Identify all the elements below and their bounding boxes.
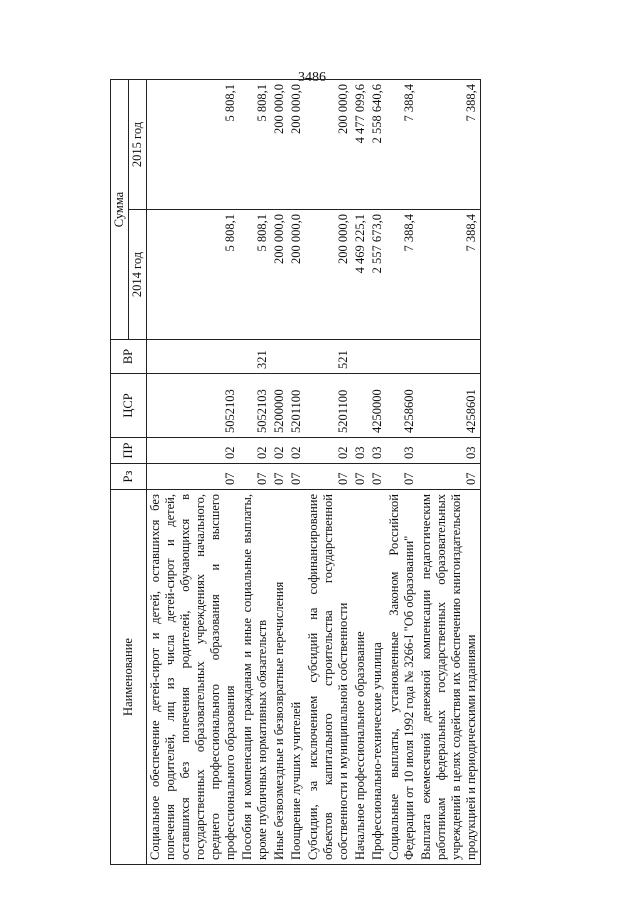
row-pr: 03: [352, 438, 369, 464]
row-pr: 02: [271, 438, 288, 464]
row-amount-2014: 7 388,4: [386, 210, 418, 340]
row-name: Пособия и компенсации гражданам и иные социальные выплаты, кроме публичных нормативных обязательств: [239, 490, 271, 865]
row-rz: 07: [418, 464, 481, 490]
row-vr: [386, 340, 418, 374]
row-rz: 07: [239, 464, 271, 490]
header-2014: 2014 год: [129, 210, 147, 340]
page-number: 3486: [298, 70, 326, 85]
row-amount-2014: 200 000,0: [305, 210, 352, 340]
table-row: [369, 80, 386, 865]
row-name: Поощрение лучших учителей: [288, 490, 305, 865]
table-row: [386, 80, 418, 865]
row-amount-2014: 5 808,1: [239, 210, 271, 340]
row-csr: 4250000: [369, 374, 386, 438]
row-amount-2015: 200 000,0: [288, 80, 305, 210]
budget-table: [110, 79, 481, 865]
row-amount-2015: 200 000,0: [305, 80, 352, 210]
row-pr: 02: [239, 438, 271, 464]
rotated-table-container: [110, 80, 615, 865]
row-amount-2015: 200 000,0: [271, 80, 288, 210]
row-vr: [147, 340, 240, 374]
row-vr: [418, 340, 481, 374]
row-name: Начальное профессиональное образование: [352, 490, 369, 865]
row-amount-2015: 5 808,1: [147, 80, 240, 210]
row-amount-2014: 2 557 673,0: [369, 210, 386, 340]
row-pr: 03: [369, 438, 386, 464]
row-vr: [271, 340, 288, 374]
row-name: Социальное обеспечение детей-сирот и детей, оставшихся без попечения родителей, лиц из числа детей-сирот и детей, оставшихся без попечения родителей, обучающихся в государственных образовательных учреждениях начального, среднего профессионального образования и высшего профессионального образования: [147, 490, 240, 865]
row-csr: 5201100: [305, 374, 352, 438]
row-rz: 07: [271, 464, 288, 490]
row-amount-2014: 7 388,4: [418, 210, 481, 340]
header-pr: ПР: [111, 438, 147, 464]
header-rz: Рз: [111, 464, 147, 490]
row-rz: 07: [305, 464, 352, 490]
header-sum: Сумма: [111, 80, 129, 340]
row-amount-2015: 2 558 640,6: [369, 80, 386, 210]
row-vr: 521: [305, 340, 352, 374]
row-pr: 02: [147, 438, 240, 464]
row-name: Иные безвозмездные и безвозвратные перечисления: [271, 490, 288, 865]
row-pr: 03: [386, 438, 418, 464]
row-pr: 02: [305, 438, 352, 464]
header-vr: ВР: [111, 340, 147, 374]
row-rz: 07: [352, 464, 369, 490]
row-amount-2015: 4 477 099,6: [352, 80, 369, 210]
row-csr: 4258600: [386, 374, 418, 438]
row-csr: 5200000: [271, 374, 288, 438]
row-amount-2014: 4 469 225,1: [352, 210, 369, 340]
row-amount-2014: 200 000,0: [288, 210, 305, 340]
row-vr: 321: [239, 340, 271, 374]
table-row: [239, 80, 271, 865]
row-pr: 02: [288, 438, 305, 464]
row-csr: 5052103: [147, 374, 240, 438]
row-name: Социальные выплаты, установленные Законом Российской Федерации от 10 июля 1992 года № 3266-I "Об образовании": [386, 490, 418, 865]
header-2015: 2015 год: [129, 80, 147, 210]
table-header: [111, 80, 147, 865]
row-rz: 07: [386, 464, 418, 490]
row-amount-2015: 7 388,4: [386, 80, 418, 210]
table-row: [271, 80, 288, 865]
row-csr: 5201100: [288, 374, 305, 438]
row-pr: 03: [418, 438, 481, 464]
table-row: [305, 80, 352, 865]
row-amount-2015: 7 388,4: [418, 80, 481, 210]
table-row: [288, 80, 305, 865]
row-rz: 07: [369, 464, 386, 490]
row-vr: [369, 340, 386, 374]
row-name: Профессионально-технические училища: [369, 490, 386, 865]
row-csr: 5052103: [239, 374, 271, 438]
table-body: [147, 80, 481, 865]
header-name: Наименование: [111, 490, 147, 865]
row-csr: [352, 374, 369, 438]
table-row: [352, 80, 369, 865]
row-rz: 07: [288, 464, 305, 490]
table-row: [147, 80, 240, 865]
row-vr: [352, 340, 369, 374]
row-name: Выплата ежемесячной денежной компенсации педагогическим работникам федеральных государственных образовательных учреждений в целях содействия их обеспечению книгоиздательской продукцией и периодическими изданиями: [418, 490, 481, 865]
row-name: Субсидии, за исключением субсидий на софинансирование объектов капитального строительства государственной собственности и муниципальной собственности: [305, 490, 352, 865]
row-amount-2015: 5 808,1: [239, 80, 271, 210]
row-amount-2014: 5 808,1: [147, 210, 240, 340]
table-row: [418, 80, 481, 865]
row-vr: [288, 340, 305, 374]
row-rz: 07: [147, 464, 240, 490]
row-csr: 4258601: [418, 374, 481, 438]
row-amount-2014: 200 000,0: [271, 210, 288, 340]
header-csr: ЦСР: [111, 374, 147, 438]
